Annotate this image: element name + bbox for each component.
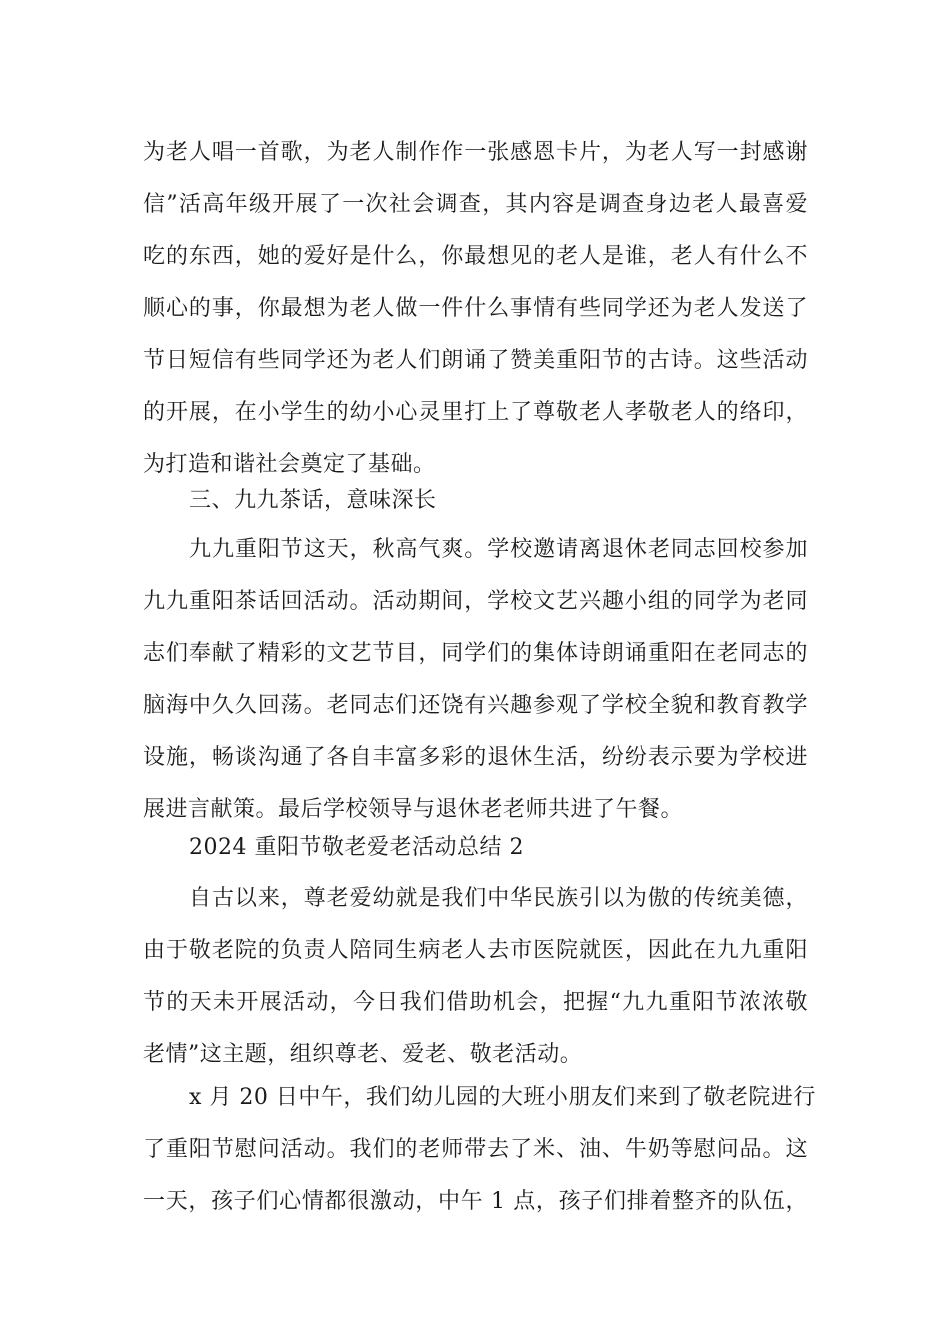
text-line: 设施，畅谈沟通了各自丰富多彩的退休生活，纷纷表示要为学校进 bbox=[143, 745, 808, 770]
text-line: 信”活高年级开展了一次社会调查，其内容是调查身边老人最喜爱 bbox=[143, 192, 808, 217]
text-line: 了重阳节慰问活动。我们的老师带去了米、油、牛奶等慰问品。这 bbox=[143, 1137, 808, 1162]
text-line: 自古以来，尊老爱幼就是我们中华民族引以为傲的传统美德， bbox=[189, 886, 808, 911]
text-line: 由于敬老院的负责人陪同生病老人去市医院就医，因此在九九重阳 bbox=[143, 938, 808, 963]
text-line: 吃的东西，她的爱好是什么，你最想见的老人是谁，老人有什么不 bbox=[143, 244, 808, 269]
text-line: 节的天未开展活动，今日我们借助机会，把握“九九重阳节浓浓敬 bbox=[143, 990, 808, 1015]
text-line: 顺心的事，你最想为老人做一件什么事情有些同学还为老人发送了 bbox=[143, 296, 808, 321]
text-line: 为打造和谐社会奠定了基础。 bbox=[143, 452, 436, 477]
text-line: 老情”这主题，组织尊老、爱老、敬老活动。 bbox=[143, 1042, 583, 1067]
text-line: 志们奉献了精彩的文艺节目，同学们的集体诗朗诵重阳在老同志的 bbox=[143, 641, 808, 666]
text-line: 展进言献策。最后学校领导与退休老老师共进了午餐。 bbox=[143, 797, 684, 822]
paragraph-1 bbox=[143, 127, 808, 491]
text-line: 脑海中久久回荡。老同志们还饶有兴趣参观了学校全貌和教育教学 bbox=[143, 693, 808, 718]
text-line: 九九重阳节这天，秋高气爽。学校邀请离退休老同志回校参加 bbox=[189, 537, 808, 562]
section-heading: 2024 重阳节敬老爱老活动总结 2 bbox=[189, 835, 524, 860]
section-heading: 三、九九茶话，意味深长 bbox=[189, 488, 437, 513]
text-line: 为老人唱一首歌，为老人制作作一张感恩卡片，为老人写一封感谢 bbox=[143, 140, 808, 165]
text-line: 一天，孩子们心情都很激动，中午 1 点，孩子们排着整齐的队伍， bbox=[143, 1189, 808, 1214]
text-line: 九九重阳茶话回活动。活动期间，学校文艺兴趣小组的同学为老同 bbox=[143, 589, 808, 614]
paragraph-2 bbox=[143, 524, 808, 836]
text-line: x 月 20 日中午，我们幼儿园的大班小朋友们来到了敬老院进行 bbox=[189, 1085, 816, 1110]
paragraph-3 bbox=[143, 873, 808, 1081]
paragraph-4 bbox=[143, 1072, 816, 1228]
text-line: 的开展，在小学生的幼小心灵里打上了尊敬老人孝敬老人的络印， bbox=[143, 400, 808, 425]
text-line: 节日短信有些同学还为老人们朗诵了赞美重阳节的古诗。这些活动 bbox=[143, 348, 808, 373]
